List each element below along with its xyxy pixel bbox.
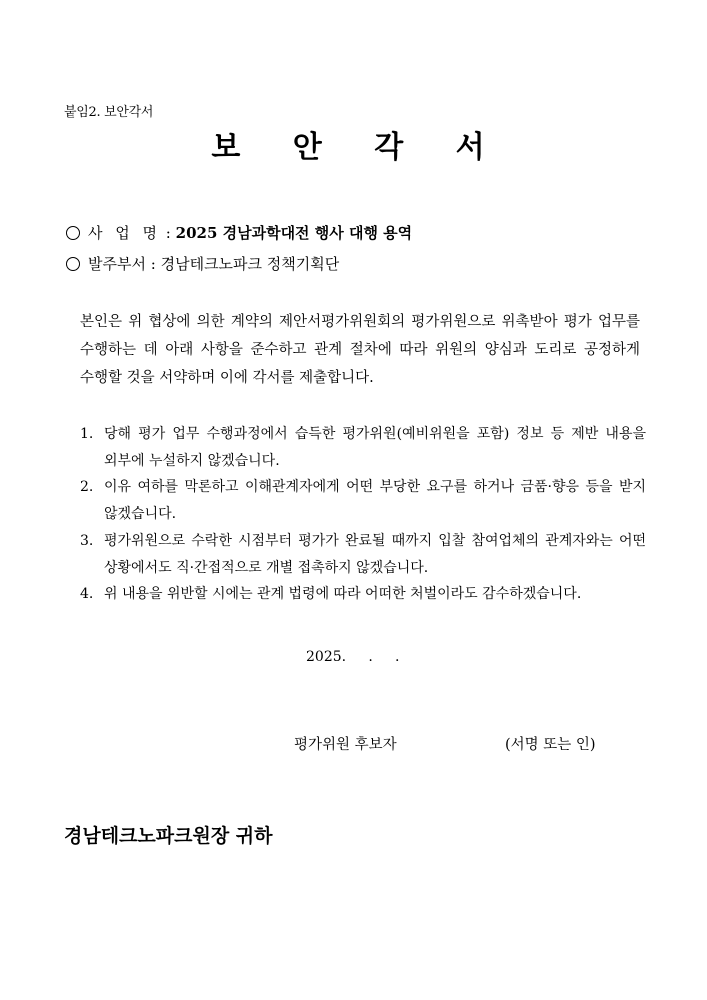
pledge-item-text: 평가위원으로 수락한 시점부터 평가가 완료될 때까지 입찰 참여업체의 관계자와는 어떤 상황에서도 직·간접적으로 개별 접촉하지 않겠습니다. <box>104 532 646 576</box>
department-row <box>66 253 339 274</box>
attachment-label: 붙임2. 보안각서 <box>64 105 154 120</box>
pledge-item-text: 이유 여하를 막론하고 이해관계자에게 어떤 부당한 요구를 하거나 금품·향응 등을 받지 않겠습니다. <box>104 479 646 523</box>
pledge-item <box>80 528 646 581</box>
date-line: 2025. . . <box>306 649 400 665</box>
pledge-item-text: 당해 평가 업무 수행과정에서 습득한 평가위원(예비위원을 포함) 정보 등 제반 내용을 외부에 누설하지 않겠습니다. <box>104 426 646 469</box>
pledge-item-number: 2. <box>80 479 94 496</box>
department-separator: : <box>150 255 156 273</box>
pledge-item-number: 4. <box>80 586 94 603</box>
project-name-row <box>66 222 412 243</box>
project-name-label: 사 업 명 <box>88 224 162 242</box>
department-label: 발주부서 <box>88 255 146 273</box>
signature-field[interactable]: (서명 또는 인) <box>505 737 596 753</box>
circle-bullet-icon <box>66 257 80 271</box>
department-value: 경남테크노파크 정책기획단 <box>160 255 340 273</box>
pledge-paragraph: 본인은 위 협상에 의한 계약의 제안서평가위원회의 평가위원으로 위촉받아 평가 업무를 수행하는 데 아래 사항을 준수하고 관계 절차에 따라 위원의 양심과 도리로 공정하게 수행할 것을 서약하며 이에 각서를 제출합니다. <box>80 314 640 386</box>
project-name-value: 2025 경남과학대전 행사 대행 용역 <box>175 224 413 242</box>
pledge-items-list <box>80 421 646 608</box>
addressee: 경남테크노파크원장 귀하 <box>64 825 273 847</box>
pledge-item-number: 1. <box>80 426 94 442</box>
pledge-item <box>80 474 646 527</box>
circle-bullet-icon <box>66 226 80 240</box>
pledge-item <box>80 421 646 474</box>
signer-label: 평가위원 후보자 <box>294 737 397 753</box>
document-title: 보 안 각 서 <box>211 130 506 165</box>
pledge-item-number: 3. <box>80 532 94 549</box>
project-name-separator: : <box>165 224 171 242</box>
pledge-item <box>80 581 646 608</box>
pledge-item-text: 위 내용을 위반할 시에는 관계 법령에 따라 어떠한 처벌이라도 감수하겠습니다. <box>104 586 582 603</box>
